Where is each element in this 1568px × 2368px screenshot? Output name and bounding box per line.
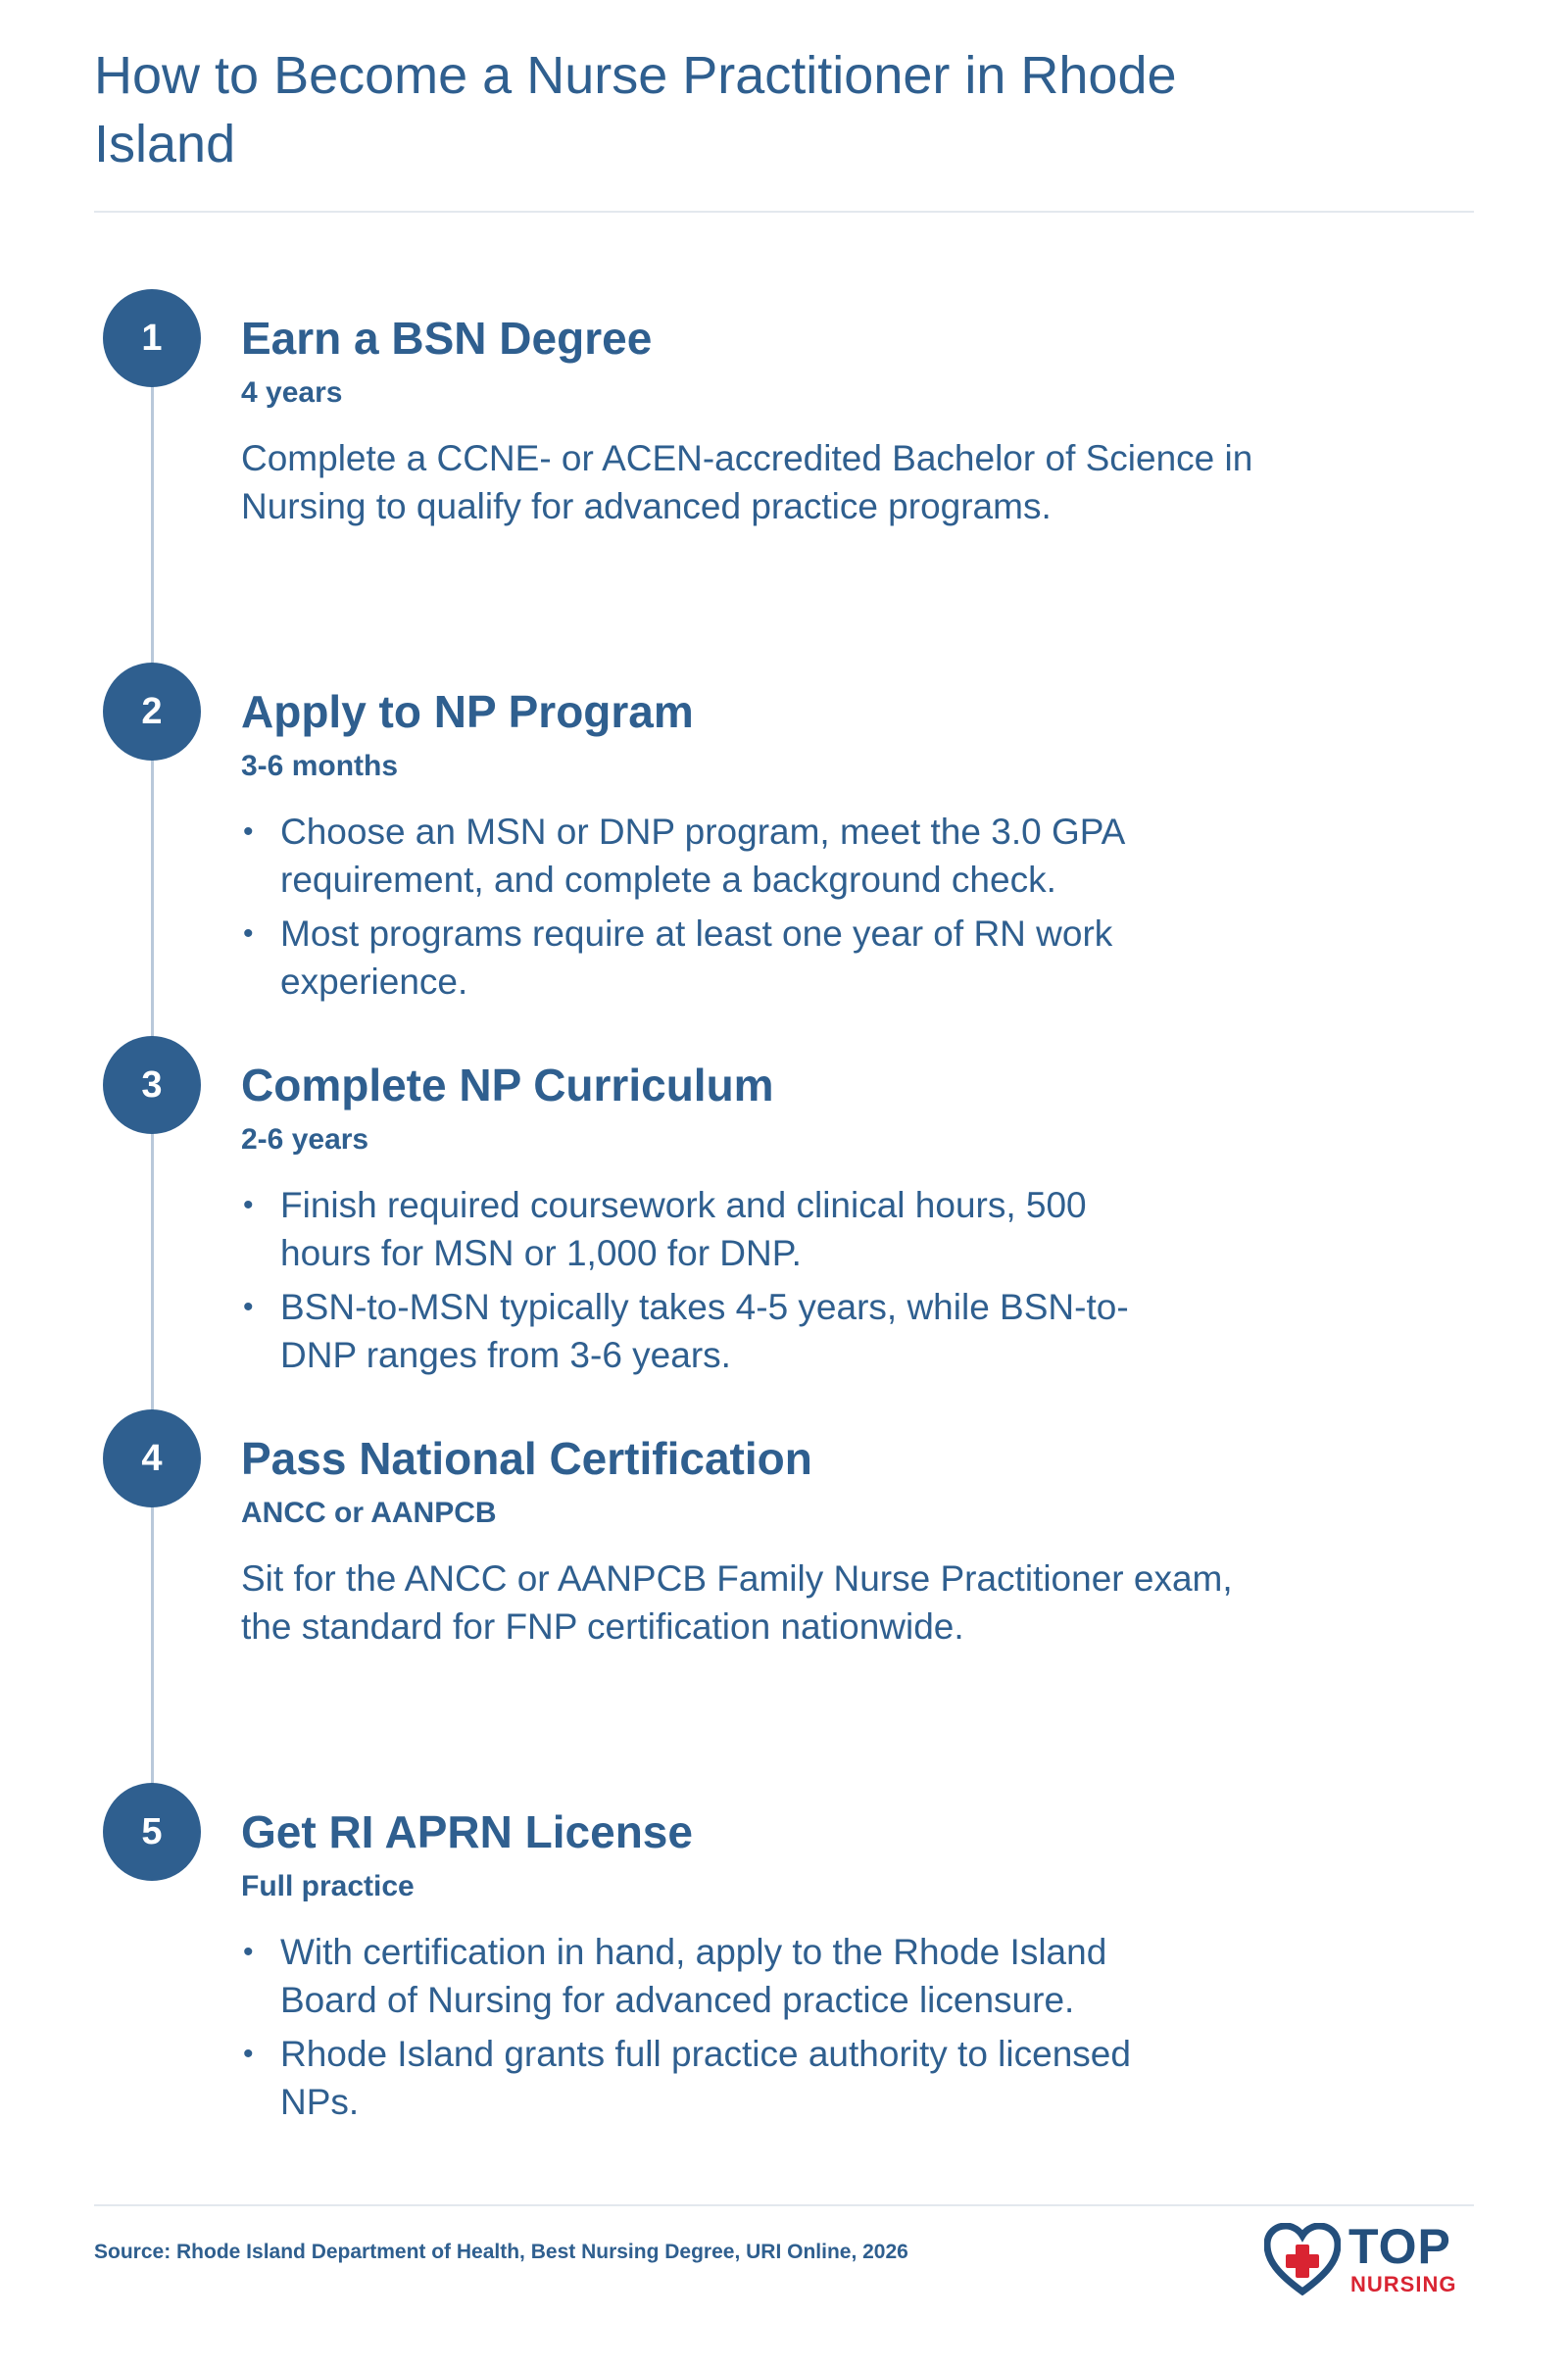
bullet-icon: • [243, 815, 254, 848]
bullet-text: Choose an MSN or DNP program, meet the 3.0 GPA requirement, and complete a background check. [280, 812, 1124, 900]
step-description: Complete a CCNE- or ACEN-accredited Bachelor of Science in Nursing to qualify for advanced practice programs. [241, 438, 1253, 526]
bullet-item [241, 2030, 1182, 2126]
step-number-circle: 5 [103, 1783, 201, 1881]
step-bullet-list [241, 808, 1221, 1011]
source-citation: Source: Rhode Island Department of Health, Best Nursing Degree, URI Online, 2026 [94, 2241, 908, 2263]
footer-divider [94, 2204, 1474, 2206]
bullet-item [241, 1283, 1162, 1379]
bullet-icon: • [243, 1291, 254, 1323]
bullet-text: Rhode Island grants full practice authority to licensed NPs. [280, 2034, 1131, 2122]
page-title: How to Become a Nurse Practitioner in Rhode Island [94, 46, 1177, 173]
step-duration: 2-6 years [241, 1123, 369, 1156]
step-duration: 3-6 months [241, 750, 399, 782]
header-divider [94, 211, 1474, 213]
bullet-text: Most programs require at least one year of RN work experience. [280, 913, 1113, 1002]
step-title: Pass National Certification [241, 1433, 812, 1484]
heart-cross-icon [1264, 2223, 1341, 2295]
logo-text-top: TOP [1348, 2219, 1451, 2274]
step-bullet-list [241, 1928, 1182, 2132]
bullet-item [241, 808, 1221, 904]
top-nursing-logo [1264, 2219, 1480, 2303]
bullet-item [241, 1928, 1182, 2024]
step-duration: ANCC or AANPCB [241, 1497, 497, 1529]
bullet-item [241, 910, 1221, 1006]
step-title: Earn a BSN Degree [241, 313, 653, 364]
step-number-circle: 1 [103, 289, 201, 387]
bullet-text: BSN-to-MSN typically takes 4-5 years, while BSN-to-DNP ranges from 3-6 years. [280, 1287, 1129, 1375]
step-number-circle: 4 [103, 1409, 201, 1507]
step-duration: 4 years [241, 376, 343, 409]
bullet-icon: • [243, 917, 254, 950]
step-bullet-list [241, 1181, 1162, 1385]
step-title: Complete NP Curriculum [241, 1060, 774, 1110]
bullet-icon: • [243, 1936, 254, 1968]
step-duration: Full practice [241, 1870, 415, 1902]
bullet-icon: • [243, 1189, 254, 1221]
bullet-item [241, 1181, 1162, 1277]
bullet-icon: • [243, 2038, 254, 2070]
step-number-circle: 2 [103, 663, 201, 761]
step-number-circle: 3 [103, 1036, 201, 1134]
step-title: Get RI APRN License [241, 1806, 693, 1857]
bullet-text: Finish required coursework and clinical hours, 500 hours for MSN or 1,000 for DNP. [280, 1185, 1087, 1273]
bullet-text: With certification in hand, apply to the Rhode Island Board of Nursing for advanced practice licensure. [280, 1932, 1107, 2020]
logo-text-nursing: NURSING [1350, 2272, 1457, 2296]
step-description: Sit for the ANCC or AANPCB Family Nurse Practitioner exam, the standard for FNP certification nationwide. [241, 1558, 1233, 1647]
step-title: Apply to NP Program [241, 686, 694, 737]
